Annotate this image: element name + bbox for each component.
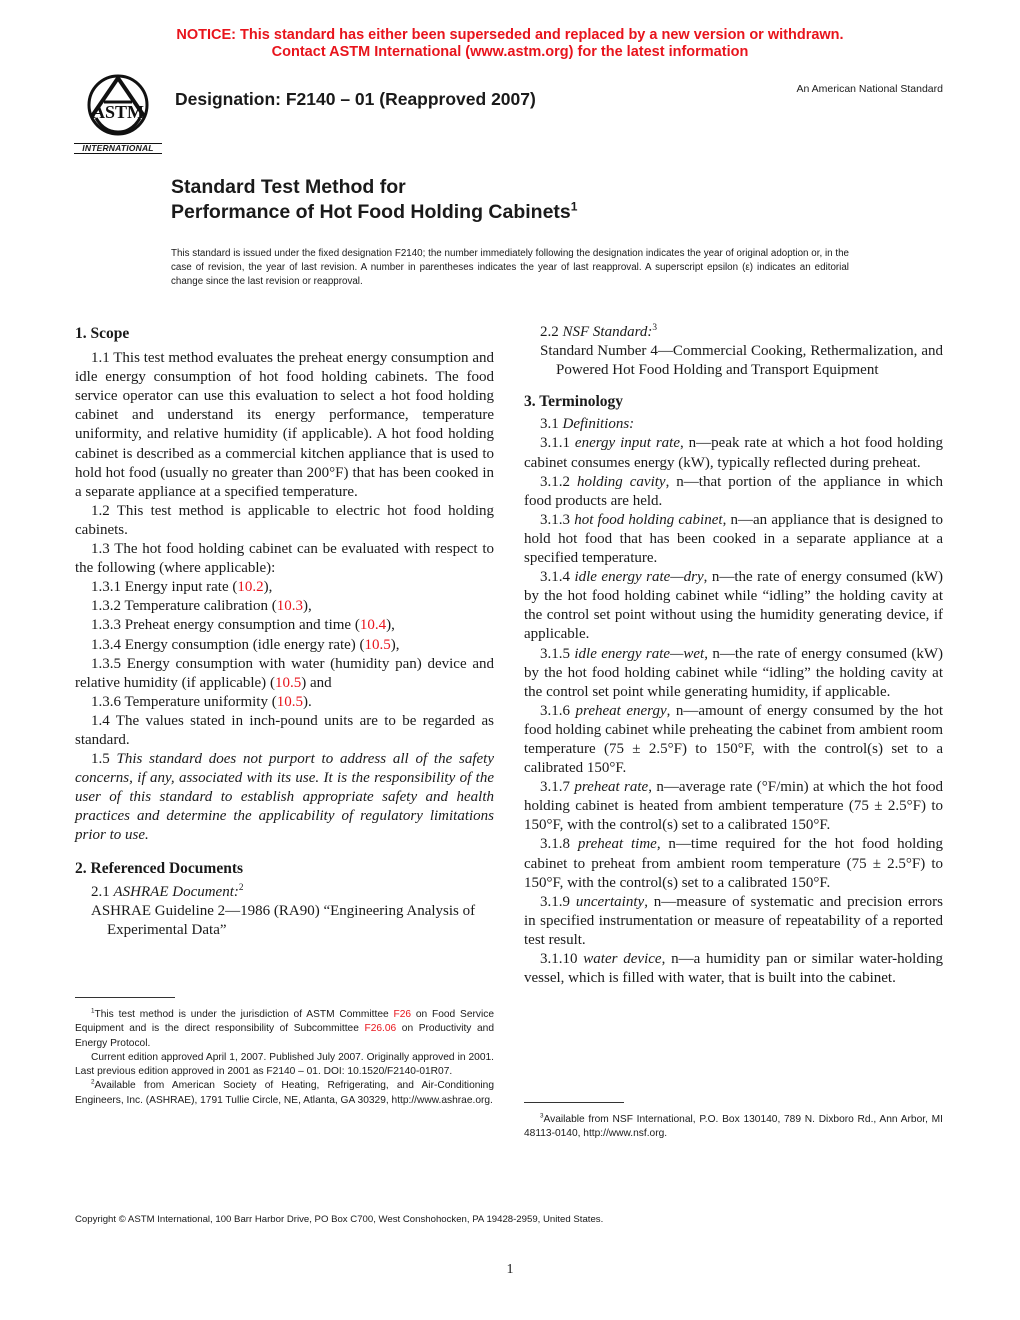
para-1-3-5: 1.3.5 Energy consumption with water (humidity pan) device and relative humidity (if applicable) (10.5) and [75,655,494,691]
title-line-1: Standard Test Method for [171,176,406,198]
section-heading-referenced-documents: 2. Referenced Documents [75,859,244,877]
footnote-mark-2: 2 [238,882,244,893]
definition-number: 3.1.10 [540,951,584,967]
para-3-1-text: Definitions: [562,416,635,433]
para-1-3-2: 1.3.2 Temperature calibration (10.3), [91,598,312,615]
para-1-3-6-after: . [307,693,312,710]
ref-link[interactable]: 10.2 [237,579,264,596]
definition-item [524,835,943,892]
ref-link[interactable]: 10.4 [359,617,387,634]
para-1-2: 1.2 This test method is applicable to electric hot food holding cabinets. [75,502,494,538]
definition-item [524,893,943,950]
para-1-3-4-after: , [395,636,400,653]
footnote-1-edition: Current edition approved April 1, 2007. Published July 2007. Originally approved in 2001. Last previous edition approved in 2001 as F2140 – 01. DOI: 10.1520/F2140-01R07. [75,1051,494,1078]
page-number: 1 [506,1262,514,1277]
para-1-3: 1.3 The hot food holding cabinet can be evaluated with respect to the following (where applicable): [75,541,494,577]
para-1-5 [75,750,494,845]
footnote-mark-3: 3 [652,323,658,333]
para-1-1: 1.1 This test method evaluates the preheat energy consumption and idle energy consumption of hot food holding cabinets. The food service operator can use this evaluation to select a hot food holding cabinet and understand its energy performance, temperature uniformity, and relative humidity (if applicable). A hot food holding cabinet is described as a commercial kitchen appliance that is used to hold hot food (usually no greater than 200°F) that has been cooked in a separate appliance at a specified temperature. [75,350,494,500]
definition-text: , n—that portion of the appliance in which food products are held. [524,473,943,509]
footnote-1-text-b: on Food Service Equipment and is the direct responsibility of Subcommittee [75,1009,495,1035]
copyright: Copyright © ASTM International, 100 Barr Harbor Drive, PO Box C700, West Conshohocken, PA 19428-2959, United States. [75,1214,604,1225]
para-1-3-1: 1.3.1 Energy input rate (10.2), [91,579,273,596]
definition-item [524,702,943,778]
definition-number: 3.1.5 [540,645,575,662]
notice-line-1: NOTICE: This standard has either been superseded and replaced by a new version or withdrawn. [176,27,844,43]
title-line-2 [171,200,577,225]
definition-number: 3.1.3 [540,511,575,528]
footnotes-left [75,1008,494,1108]
definition-item [524,778,943,835]
footnote-3-mark: 3 [540,1112,544,1120]
definition-term: preheat rate [574,779,649,796]
section-heading-terminology: 3. Terminology [524,393,624,411]
ref-link[interactable]: 10.5 [274,674,302,691]
para-2-1-text: ASHRAE Document: [113,883,239,900]
definition-text: , n—amount of energy consumed by the hot food holding cabinet while preheating the cabinet from ambient room temperature (75 ± 2.5°F) to 150°F, with the control(s) set to a calibrated 150°F. [524,702,943,777]
para-2-1 [75,883,494,902]
para-1-3-5-text: 1.3.5 Energy consumption with water (humidity pan) device and relative humidity (if applicable) [75,655,494,691]
ref-link-f26-06[interactable]: F26.06 [364,1023,397,1035]
definition-number: 3.1.6 [540,702,576,719]
definition-item [524,568,943,644]
definition-item [524,434,943,472]
para-1-3-1-text: 1.3.1 Energy input rate [91,579,233,596]
definition-term: water device [583,951,662,967]
definition-item [524,473,943,511]
para-1-3-3-text: 1.3.3 Preheat energy consumption and time [91,617,355,634]
definition-number: 3.1.1 [540,435,575,452]
svg-text:ASTM: ASTM [91,102,145,122]
title-line-2-text: Performance of Hot Food Holding Cabinets [171,201,571,223]
para-3-1-num: 3.1 [540,416,563,433]
definition-term: idle energy rate—wet [574,645,705,662]
footnote-1-text-c: on Productivity and Energy Protocol. [75,1023,494,1049]
title-footnote-mark: 1 [570,199,578,214]
astm-logo-icon [74,72,162,138]
left-column [75,324,494,940]
definition-term: hot food holding cabinet [574,511,723,528]
preamble: This standard is issued under the fixed designation F2140; the number immediately following the designation indicates the year of original adoption or, in the case of revision, the year of last revision. A number in parentheses indicates the year of last reapproval. A superscript epsilon (ε) indicates an editorial change since the last revision or reapproval. [171,248,849,288]
notice-line-2: Contact ASTM International (www.astm.org) for the latest information [271,44,749,60]
definition-text: , n—time required for the hot food holding cabinet to preheat from ambient room temperature (75 ± 2.5°F) to 150°F, with the control(s) set to a calibrated 150°F. [524,836,944,891]
footnote-2-mark: 2 [91,1079,95,1087]
designation: Designation: F2140 – 01 (Reapproved 2007) [175,89,536,109]
definition-number: 3.1.2 [540,473,577,490]
definition-number: 3.1.7 [540,779,575,796]
para-1-3-4-text: 1.3.4 Energy consumption (idle energy rate) [91,636,360,653]
ashrae-guideline: ASHRAE Guideline 2—1986 (RA90) “Engineering Analysis of Experimental Data” [91,902,476,938]
right-column [524,323,943,988]
definition-term: preheat time [577,836,657,853]
national-standard-label: An American National Standard [796,83,943,95]
para-1-5-text: This standard does not purport to address all of the safety concerns, if any, associated with its use. It is the responsibility of the user of this standard to establish appropriate safety and health practices and determine the applicability of regulatory limitations prior to use. [75,751,495,844]
para-1-3-5-after: and [306,674,332,691]
footnote-3-text: Available from NSF International, P.O. Box 130140, 789 N. Dixboro Rd., Ann Arbor, MI 48113-0140, http://www.nsf.org. [524,1114,943,1140]
definition-term: energy input rate [574,435,681,452]
para-2-2-text: NSF Standard: [562,324,653,340]
para-1-4: 1.4 The values stated in inch-pound units are to be regarded as standard. [75,712,494,748]
para-1-3-3-after: , [391,617,395,634]
definition-number: 3.1.9 [540,893,576,910]
logo-international-text: INTERNATIONAL [74,143,162,154]
para-1-3-6: 1.3.6 Temperature uniformity (10.5). [91,693,312,710]
nsf-standard-item: Standard Number 4—Commercial Cooking, Rethermalization, and Powered Hot Food Holding and Transport Equipment [540,343,943,379]
definition-number: 3.1.4 [540,569,575,586]
footnote-1-mark: 1 [91,1007,95,1015]
footnote-3 [524,1113,943,1142]
para-1-3-3: 1.3.3 Preheat energy consumption and time (10.4), [91,617,395,634]
astm-logo [74,72,162,152]
footnotes-right [524,1113,943,1142]
para-3-1 [524,415,943,434]
para-1-3-6-text: 1.3.6 Temperature uniformity [91,693,272,710]
para-2-1-num: 2.1 [91,883,114,900]
ref-link[interactable]: 10.5 [276,693,303,710]
definition-item [524,645,943,702]
para-2-2 [524,323,943,342]
page-title [171,175,577,225]
definition-term: uncertainty [575,893,645,910]
footnote-1 [75,1008,494,1051]
definition-text: , n—a humidity pan or similar water-holding vessel, which is filled with water, that is built into the cabinet. [524,951,944,987]
footnote-rule-right [524,1102,624,1103]
definition-number: 3.1.8 [540,836,578,853]
definition-term: idle energy rate—dry [574,569,704,586]
definition-term: holding cavity [576,473,666,490]
footnote-2-text: Available from American Society of Heating, Refrigerating, and Air-Conditioning Engineers, Inc. (ASHRAE), 1791 Tullie Circle, NE, Atlanta, GA 30329, http://www.ashrae.org. [75,1080,494,1106]
ref-link-f26[interactable]: F26 [393,1009,412,1020]
para-1-5-num: 1.5 [91,751,117,768]
footnote-2 [75,1079,494,1108]
definition-text: , n—the rate of energy consumed (kW) by the hot food holding cabinet while “idling” the holding cavity at the control set point without using the humidity generating device, if applicable. [524,569,944,643]
ref-link[interactable]: 10.5 [364,636,391,653]
para-1-3-4: 1.3.4 Energy consumption (idle energy rate) (10.5), [91,636,400,653]
definition-text: , n—average rate (°F/min) at which the hot food holding cabinet is heated from ambient temperature (75 ± 2.5°F) to 150°F, with the control(s) set to a calibrated 150°F. [524,779,943,834]
definition-item [524,511,943,568]
para-2-2-num: 2.2 [540,324,563,340]
ref-link[interactable]: 10.3 [276,598,303,615]
section-heading-scope: 1. Scope [75,325,130,342]
definition-text: , n—the rate of energy consumed (kW) by the hot food holding cabinet while “idling” the holding cavity at the control set point while generating humidity, if applicable. [524,645,943,700]
footnote-rule-left [75,997,175,998]
definition-item [524,950,943,988]
definition-text: , n—an appliance that is designed to hold hot food that has been cooked in a separate appliance at a specified temperature. [524,511,944,567]
para-1-3-1-after: , [268,579,273,596]
definition-text: , n—measure of systematic and precision errors in specified instrumentation or measure of repeatability of a reported test result. [524,893,943,948]
para-1-3-2-text: 1.3.2 Temperature calibration [91,598,272,615]
footnote-1-text-a: This test method is under the jurisdiction of ASTM Committee [94,1009,394,1020]
para-1-3-2-after: , [307,598,312,615]
definition-text: , n—peak rate at which a hot food holding cabinet consumes energy (kW), typically reflected during preheat. [524,435,944,471]
notice-banner [0,27,1020,61]
definition-term: preheat energy [575,702,667,719]
definitions-list [524,434,943,988]
